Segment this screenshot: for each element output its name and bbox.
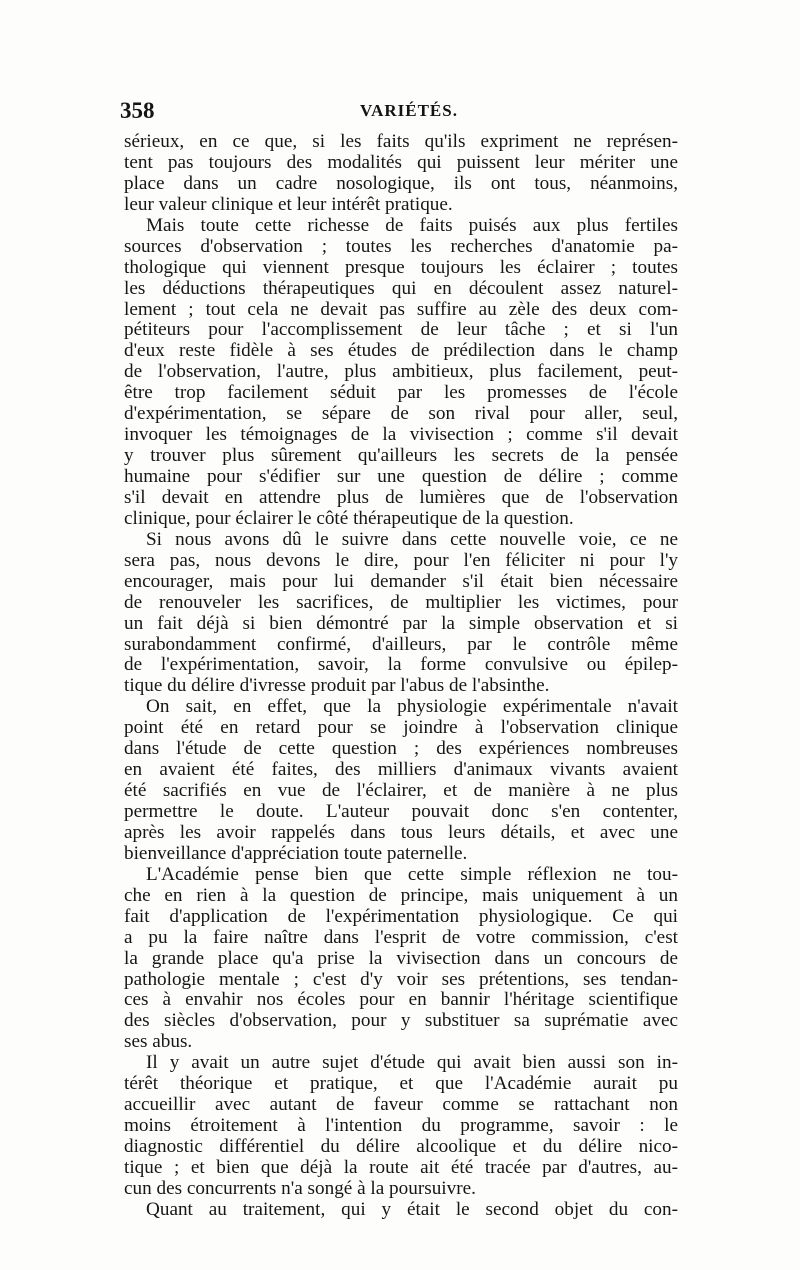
- text-line: pétiteurs pour l'accomplissement de leur tâche ; et si l'un: [124, 319, 678, 341]
- text-line: accueillir avec autant de faveur comme se rattachant non: [124, 1094, 678, 1116]
- text-line: été sacrifiés en vue de l'éclairer, et de manière à ne plus: [124, 780, 678, 802]
- text-line: la grande place qu'a prise la vivisection dans un concours de: [124, 947, 678, 969]
- text-line: dans l'étude de cette question ; des expériences nombreuses: [124, 738, 678, 760]
- text-line: point été en retard pour se joindre à l'observation clinique: [124, 717, 678, 739]
- body-text: [124, 132, 678, 1221]
- text-line: y trouver plus sûrement qu'ailleurs les secrets de la pensée: [124, 445, 678, 467]
- text-line: fait d'application de l'expérimentation physiologique. Ce qui: [124, 905, 678, 927]
- text-line: Si nous avons dû le suivre dans cette nouvelle voie, ce ne: [146, 528, 678, 550]
- text-line: d'eux reste fidèle à ses études de prédilection dans le champ: [124, 340, 678, 362]
- text-line: pathologie mentale ; c'est d'y voir ses prétentions, ses tendan-: [124, 968, 678, 990]
- text-line: place dans un cadre nosologique, ils ont tous, néanmoins,: [124, 172, 678, 194]
- text-line: invoquer les témoignages de la vivisection ; comme s'il devait: [124, 424, 678, 446]
- text-line: térêt théorique et pratique, et que l'Académie aurait pu: [124, 1073, 678, 1095]
- text-line: ses abus.: [124, 1031, 193, 1053]
- text-line: d'expérimentation, se sépare de son rival pour aller, seul,: [124, 403, 678, 425]
- text-line: encourager, mais pour lui demander s'il était bien nécessaire: [124, 570, 678, 592]
- text-line: leur valeur clinique et leur intérêt pratique.: [124, 193, 453, 215]
- text-line: bienveillance d'appréciation toute paternelle.: [124, 842, 468, 864]
- text-line: L'Académie pense bien que cette simple réflexion ne tou-: [146, 863, 678, 885]
- text-line: surabondamment confirmé, d'ailleurs, par le contrôle même: [124, 633, 678, 655]
- text-line: ces à envahir nos écoles pour en bannir l'héritage scientifique: [124, 989, 678, 1011]
- text-line: On sait, en effet, que la physiologie expérimentale n'avait: [146, 696, 678, 718]
- text-line: thologique qui viennent presque toujours les éclairer ; toutes: [124, 256, 678, 278]
- text-line: sérieux, en ce que, si les faits qu'ils expriment ne représen-: [124, 131, 678, 152]
- text-line: sera pas, nous devons le dire, pour l'en féliciter ni pour l'y: [124, 549, 678, 571]
- text-line: tique du délire d'ivresse produit par l'abus de l'absinthe.: [124, 675, 550, 697]
- text-line: sources d'observation ; toutes les recherches d'anatomie pa-: [124, 235, 678, 257]
- text-line: clinique, pour éclairer le côté thérapeutique de la question.: [124, 507, 574, 529]
- text-line: permettre le doute. L'auteur pouvait donc s'en contenter,: [124, 801, 678, 822]
- text-line: être trop facilement séduit par les promesses de l'école: [124, 382, 678, 404]
- running-head: VARIÉTÉS.: [360, 101, 458, 120]
- text-line: de l'expérimentation, savoir, la forme convulsive ou épilep-: [124, 654, 678, 676]
- text-line: tique ; et bien que déjà la route ait été tracée par d'autres, au-: [124, 1156, 678, 1178]
- text-line: a pu la faire naître dans l'esprit de votre commission, c'est: [124, 926, 678, 948]
- text-line: en avaient été faites, des milliers d'animaux vivants avaient: [124, 759, 678, 781]
- text-line: moins étroitement à l'intention du programme, savoir : le: [124, 1115, 678, 1137]
- text-line: des siècles d'observation, pour y substituer sa suprématie avec: [124, 1010, 678, 1032]
- text-line: de l'observation, l'autre, plus ambitieux, plus facilement, peut-: [124, 361, 678, 383]
- text-line: les déductions thérapeutiques qui en découlent assez naturel-: [124, 277, 678, 299]
- text-line: diagnostic différentiel du délire alcoolique et du délire nico-: [124, 1136, 678, 1157]
- text-line: de renouveler les sacrifices, de multiplier les victimes, pour: [124, 591, 678, 613]
- text-line: lement ; tout cela ne devait pas suffire au zèle des deux com-: [124, 298, 678, 320]
- text-line: che en rien à la question de principe, mais uniquement à un: [124, 884, 678, 906]
- page-number: 358: [120, 98, 155, 123]
- text-line: Il y avait un autre sujet d'étude qui avait bien aussi son in-: [146, 1052, 678, 1074]
- text-line: cun des concurrents n'a songé à la poursuivre.: [124, 1177, 476, 1199]
- text-line: Mais toute cette richesse de faits puisés aux plus fertiles: [146, 214, 678, 236]
- text-line: s'il devait en attendre plus de lumières que de l'observation: [124, 486, 678, 508]
- page-header: [120, 98, 680, 128]
- text-line: après les avoir rappelés dans tous leurs détails, et avec une: [124, 821, 678, 843]
- text-line: tent pas toujours des modalités qui puissent leur mériter une: [124, 151, 678, 173]
- text-line: un fait déjà si bien démontré par la simple observation et si: [124, 612, 678, 634]
- text-line: Quant au traitement, qui y était le second objet du con-: [146, 1198, 678, 1220]
- text-line: humaine pour s'édifier sur une question de délire ; comme: [124, 466, 678, 487]
